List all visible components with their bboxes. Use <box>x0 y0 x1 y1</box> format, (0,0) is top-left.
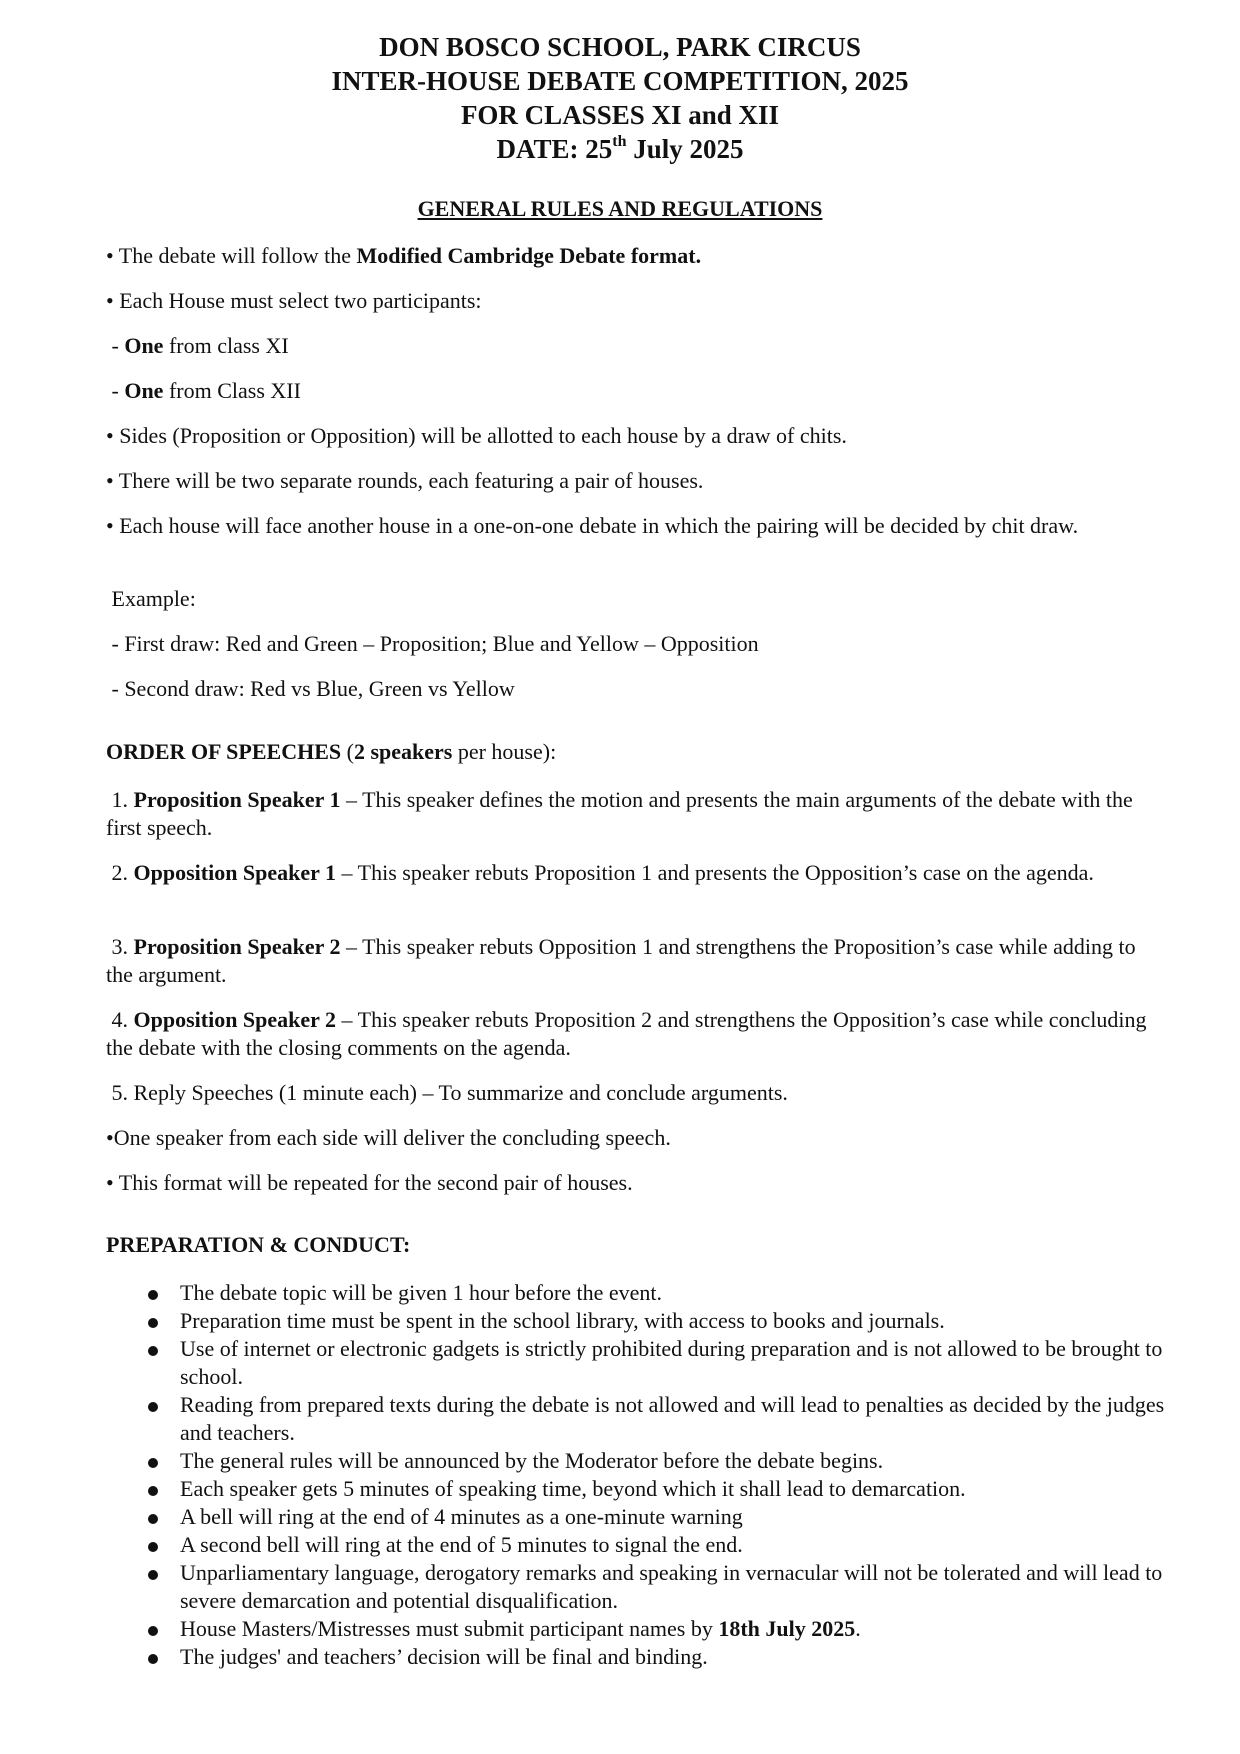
list-item-text: . <box>855 1616 861 1641</box>
participant-class-xi <box>106 332 1166 360</box>
participant-dash: - <box>106 333 125 358</box>
rule-concluding: •One speaker from each side will deliver the concluding speech. <box>106 1125 671 1150</box>
prep-heading: PREPARATION & CONDUCT: <box>106 1232 411 1257</box>
school-name: DON BOSCO SCHOOL, PARK CIRCUS <box>379 32 861 62</box>
rule-format-text: • The debate will follow the <box>106 243 357 268</box>
classes-line: FOR CLASSES XI and XII <box>460 100 780 130</box>
list-item <box>106 1531 1166 1559</box>
speech-description: – This speaker defines the motion and presents the main arguments of the debate with the first speech. <box>106 787 1133 840</box>
list-item-text: Each speaker gets 5 minutes of speaking time, beyond which it shall lead to demarcation. <box>180 1476 966 1501</box>
participant-class: from class XI <box>163 333 289 358</box>
list-item-text: The general rules will be announced by the Moderator before the debate begins. <box>180 1448 884 1473</box>
speech-speaker: Proposition Speaker 1 <box>133 787 341 812</box>
prep-list <box>106 1279 1166 1671</box>
list-item <box>106 1335 1166 1391</box>
bullet-icon <box>148 1346 158 1356</box>
speech-speaker: Opposition Speaker 1 <box>133 860 337 885</box>
list-item <box>106 1475 1166 1503</box>
rule-format-bold: Modified Cambridge Debate format. <box>356 243 702 268</box>
speech-number: 4. <box>106 1007 134 1032</box>
rules-title: GENERAL RULES AND REGULATIONS <box>417 196 823 221</box>
rule-participants: • Each House must select two participants: <box>106 288 482 313</box>
list-item-text: A bell will ring at the end of 4 minutes as a one-minute warning <box>180 1504 743 1529</box>
bullet-icon <box>148 1402 158 1412</box>
participant-count: One <box>124 333 164 358</box>
bullet-icon <box>148 1486 158 1496</box>
speech-number: 3. <box>106 934 134 959</box>
list-item-text: The debate topic will be given 1 hour before the event. <box>180 1280 662 1305</box>
date-ordinal: th <box>612 133 627 150</box>
bullet-icon <box>148 1570 158 1580</box>
speech-number: 1. <box>106 787 134 812</box>
rule-facing: • Each house will face another house in a one-on-one debate in which the pairing will be decided by chit draw. <box>106 513 1079 538</box>
deadline-date: 18th July 2025 <box>718 1616 856 1641</box>
date-suffix: July 2025 <box>626 134 744 164</box>
list-item-text: The judges' and teachers’ decision will be final and binding. <box>180 1644 708 1669</box>
order-heading-speakers: 2 speakers <box>353 739 453 764</box>
participant-class: from Class XII <box>163 378 301 403</box>
example-second-draw: - Second draw: Red vs Blue, Green vs Yellow <box>106 676 515 701</box>
bullet-icon <box>148 1290 158 1300</box>
order-heading-rest: per house): <box>452 739 557 764</box>
bullet-icon <box>148 1626 158 1636</box>
rule-sides: • Sides (Proposition or Opposition) will be allotted to each house by a draw of chits. <box>106 423 847 448</box>
speech-description: – This speaker rebuts Opposition 1 and strengthens the Proposition’s case while adding to the argument. <box>106 934 1136 987</box>
list-item-text: Use of internet or electronic gadgets is strictly prohibited during preparation and is not allowed to be brought to school. <box>180 1336 1163 1389</box>
speech-number: 2. <box>106 860 134 885</box>
list-item-text: House Masters/Mistresses must submit participant names by <box>180 1616 719 1641</box>
list-item <box>106 1391 1166 1447</box>
date-prefix: DATE: 25 <box>496 134 613 164</box>
list-item <box>106 1447 1166 1475</box>
speech-item <box>106 859 1166 887</box>
list-item <box>106 1559 1166 1615</box>
list-item-text: A second bell will ring at the end of 5 minutes to signal the end. <box>180 1532 743 1557</box>
speech-reply: 5. Reply Speeches (1 minute each) – To summarize and conclude arguments. <box>106 1080 788 1105</box>
order-heading <box>106 739 556 765</box>
bullet-icon <box>148 1458 158 1468</box>
rule-repeat: • This format will be repeated for the second pair of houses. <box>106 1170 633 1195</box>
bullet-icon <box>148 1318 158 1328</box>
list-item <box>106 1503 1166 1531</box>
date-line <box>0 132 1240 166</box>
competition-title: INTER-HOUSE DEBATE COMPETITION, 2025 <box>331 66 909 96</box>
rule-format <box>106 242 1166 270</box>
bullet-icon <box>148 1514 158 1524</box>
list-item <box>106 1643 1166 1671</box>
rule-rounds: • There will be two separate rounds, each featuring a pair of houses. <box>106 468 704 493</box>
participant-count: One <box>124 378 164 403</box>
order-heading-bold: ORDER OF SPEECHES <box>106 739 342 764</box>
bullet-icon <box>148 1542 158 1552</box>
list-item-text: Unparliamentary language, derogatory remarks and speaking in vernacular will not be tolerated and will lead to severe demarcation and potential disqualification. <box>180 1560 1163 1613</box>
bullet-icon <box>148 1654 158 1664</box>
speech-description: – This speaker rebuts Proposition 1 and presents the Opposition’s case on the agenda. <box>336 860 1094 885</box>
document-header <box>0 30 1240 166</box>
list-item <box>106 1615 1166 1643</box>
participant-dash: - <box>106 378 125 403</box>
list-item-text: Preparation time must be spent in the school library, with access to books and journals. <box>180 1308 945 1333</box>
order-heading-paren: ( <box>341 739 354 764</box>
speech-description: – This speaker rebuts Proposition 2 and strengthens the Opposition’s case while concluding the debate with the closing comments on the agenda. <box>106 1007 1147 1060</box>
participant-class-xii <box>106 377 1166 405</box>
example-label: Example: <box>106 586 196 611</box>
speech-item <box>106 933 1166 989</box>
example-first-draw: - First draw: Red and Green – Proposition; Blue and Yellow – Opposition <box>106 631 759 656</box>
speech-speaker: Opposition Speaker 2 <box>133 1007 337 1032</box>
list-item-text: Reading from prepared texts during the debate is not allowed and will lead to penalties as decided by the judges and teachers. <box>180 1392 1165 1445</box>
list-item <box>106 1307 1166 1335</box>
speech-item <box>106 1006 1166 1062</box>
speech-item <box>106 786 1166 842</box>
speech-speaker: Proposition Speaker 2 <box>133 934 341 959</box>
list-item <box>106 1279 1166 1307</box>
